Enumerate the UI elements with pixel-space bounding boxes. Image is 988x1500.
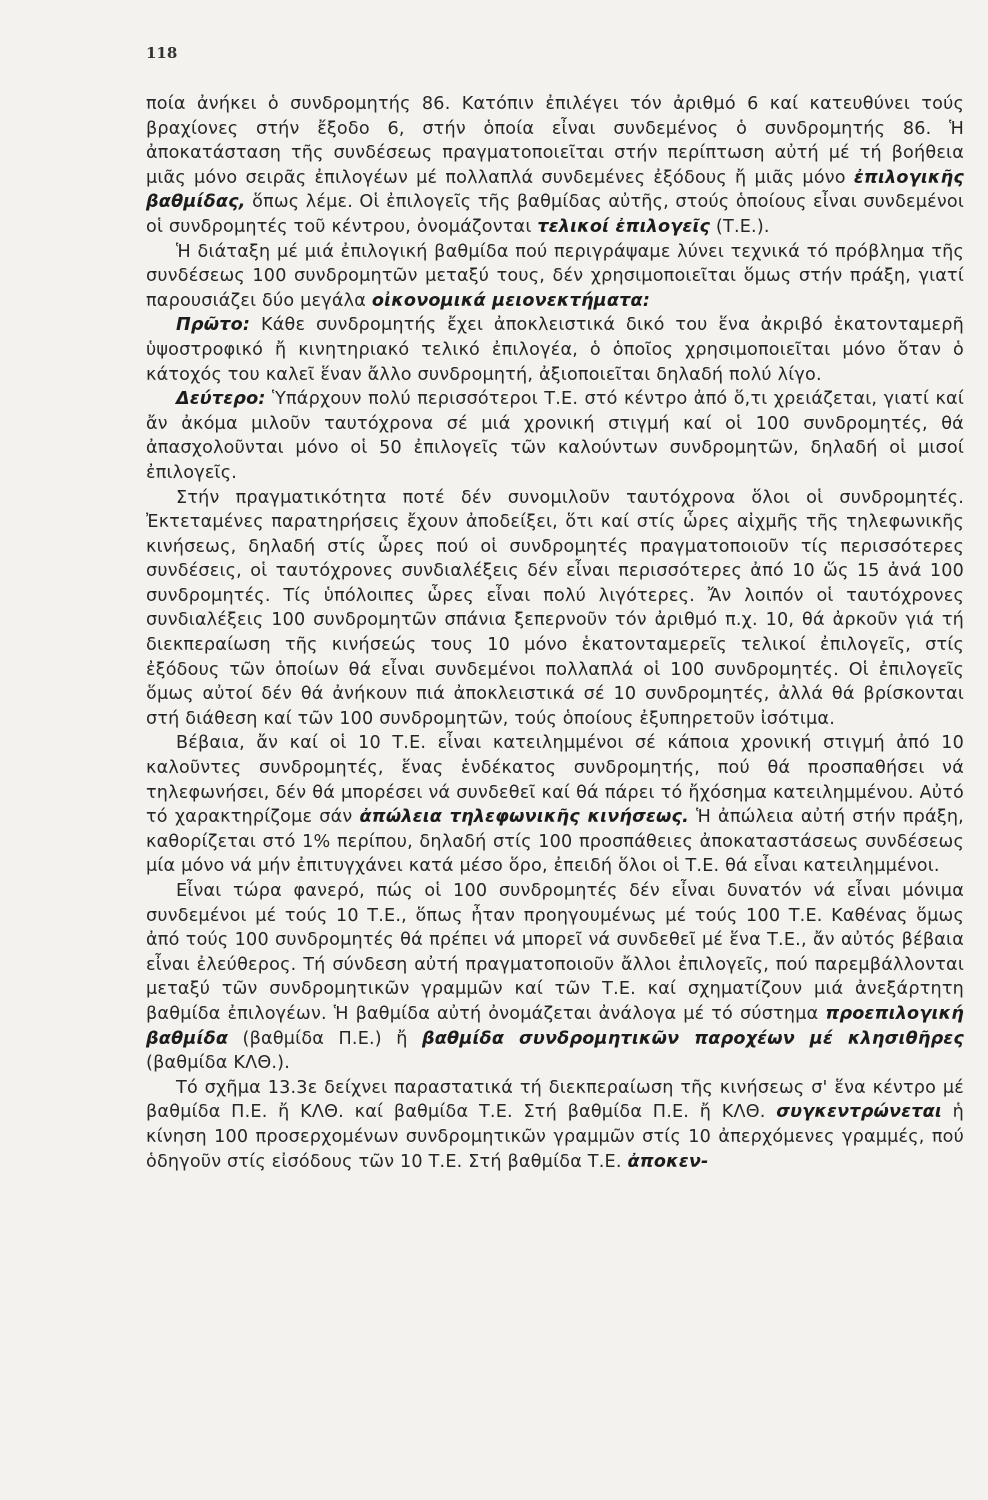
text-run: (βαθμίδα ΚΛΘ.). (146, 1053, 291, 1074)
text-run: Ἡ διάταξη μέ μιά ἐπιλογική βαθμίδα πού περιγράψαμε λύνει τεχνικά τό πρόβλημα τῆς συνδέσεως 100 συνδρομητῶν μεταξύ τους, δέν χρησιμοποιεῖται ὅμως στήν πράξη, γιατί παρουσιάζει δύο μεγάλα (146, 241, 964, 311)
emphasized-term: ἀπώλεια τηλεφωνικῆς κινήσεως. (359, 807, 690, 828)
text-run: (Τ.Ε.). (710, 216, 770, 237)
text-run: Ἡ ἀπώλεια αὐτή στήν πράξη, καθορίζεται στό 1% περίπου, δηλαδή στίς 100 προσπάθειες ἀποκαταστάσεως συνδέσεως μία μόνο νά μήν ἐπιτυγχάνει κατά μέσο ὅρο, ἐπειδή ὅλοι οἱ Τ.Ε. θά εἶναι κατειλημμένοι. (146, 807, 964, 877)
page-number: 118 (146, 44, 178, 62)
body-text (146, 92, 964, 1174)
text-run: Βέβαια, ἄν καί οἱ 10 Τ.Ε. εἶναι κατειλημμένοι σέ κάποια χρονική στιγμή ἀπό 10 καλοῦντες συνδρομητές, ἕνας ἑνδέκατος συνδρομητής, πού θά προσπαθήσει νά τηλεφωνήσει, δέν θά μπορέσει νά συνδεθεῖ καί θά πάρει τό ἤχόσημα κατειλημμένου. Αὐτό τό χαρακτηρίζομε σάν (146, 733, 964, 828)
text-run: Εἶναι τώρα φανερό, πώς οἱ 100 συνδρομητές δέν εἶναι δυνατόν νά εἶναι μόνιμα συνδεμένοι μέ τούς 10 Τ.Ε., ὅπως ἦταν προηγουμένως μέ τούς 100 Τ.Ε. Καθένας ὅμως ἀπό τούς 100 συνδρομητές θά πρέπει νά μπορεῖ νά συνδεθεῖ μέ ἕνα Τ.Ε., ἄν αὐτός βέβαια εἶναι ἐλεύθερος. Τή σύνδεση αὐτή πραγματοποιοῦν ἄλλοι ἐπιλογεῖς, πού παρεμβάλλονται μεταξύ τῶν συνδρομητικῶν γραμμῶν καί τῶν Τ.Ε. καί σχηματίζουν μιά ἀνεξάρτητη βαθμίδα ἐπιλογέων. Ἡ βαθμίδα αὐτή ὀνομάζεται ἀνάλογα μέ τό σύστημα (146, 881, 964, 1024)
emphasized-term: προεπιλογική βαθμίδα (146, 1003, 964, 1049)
paragraph (146, 313, 964, 387)
text-run: Κάθε συνδρομητής ἔχει ἀποκλειστικά δικό του ἕνα ἀκριβό ἑκατονταμερῆ ὑψοστροφικό ἤ κινητηριακό τελικό ἐπιλογέα, ὁ ὁποῖος χρησιμοποιεῖται μόνο ὅταν ὁ κάτοχός του καλεῖ ἕναν ἄλλο συνδρομητή, ἀξιοποιεῖται δηλαδή πολύ λίγο. (146, 315, 964, 385)
paragraph (146, 879, 964, 1076)
emphasized-term: οἰκονομικά μειονεκτήματα: (371, 290, 651, 311)
text-run: ὅπως λέμε. Οἱ ἐπιλογεῖς τῆς βαθμίδας αὐτῆς, στούς ὁποίους εἶναι συνδεμένοι οἱ συνδρομητές τοῦ κέντρου, ὀνομάζονται (146, 192, 964, 237)
paragraph (146, 486, 964, 732)
paragraph (146, 240, 964, 314)
text-run: ποία ἀνήκει ὁ συνδρομητής 86. Κατόπιν ἐπιλέγει τόν ἀριθμό 6 καί κατευθύνει τούς βραχίονες στήν ἔξοδο 6, στήν ὁποία εἶναι συνδεμένος ὁ συνδρομητής 86. Ἡ ἀποκατάσταση τῆς συνδέσεως πραγματοποιεῖται στήν περίπτωση αὐτή μέ τή βοήθεια μιᾶς μόνο σειρᾶς ἐπιλογέων μέ πολλαπλά συνδεμένες ἐξόδους ἤ μιᾶς μόνο (146, 94, 964, 188)
text-run: (βαθμίδα Π.Ε.) ἤ (228, 1028, 422, 1049)
paragraph (146, 92, 964, 240)
text-run: Τό σχῆμα 13.3ε δείχνει παραστατικά τή διεκπεραίωση τῆς κινήσεως σ' ἕνα κέντρο μέ βαθμίδα Π.Ε. ἤ ΚΛΘ. καί βαθμίδα Τ.Ε. Στή βαθμίδα Π.Ε. ἤ ΚΛΘ. (146, 1077, 964, 1123)
emphasized-term: ἐπιλογικῆς βαθμίδας, (146, 167, 964, 213)
emphasized-term: Δεύτερο: (176, 389, 266, 410)
paragraph (146, 387, 964, 485)
emphasized-term: συγκεντρώνεται (776, 1102, 942, 1123)
emphasized-term: ἀποκεν- (627, 1151, 709, 1172)
emphasized-term: τελικοί ἐπιλογεῖς (537, 216, 711, 237)
paragraph (146, 1076, 964, 1174)
text-run: Στήν πραγματικότητα ποτέ δέν συνομιλοῦν ταυτόχρονα ὅλοι οἱ συνδρομητές. Ἐκτεταμένες παρατηρήσεις ἔχουν ἀποδείξει, ὅτι καί στίς ὧρες αἰχμῆς τῆς τηλεφωνικῆς κινήσεως, δηλαδή στίς ὧρες πού οἱ συνδρομητές πραγματοποιοῦν τίς περισσότερες συνδέσεις, οἱ ταυτόχρονες συνδιαλέξεις δέν εἶναι περισσότερες ἀπό 10 ὥς 15 ἀνά 100 συνδρομητές. Τίς ὑπόλοιπες ὧρες εἶναι πολύ λιγότερες. Ἄν λοιπόν οἱ ταυτόχρονες συνδιαλέξεις 100 συνδρομητῶν σπάνια ξεπερνοῦν τόν ἀριθμό π.χ. 10, θά ἀρκοῦν γιά τή διεκπεραίωση τῆς κινήσεώς τους 10 μόνο ἑκατονταμερεῖς τελικοί ἐπιλογεῖς, στίς ἐξόδους τῶν ὁποίων θά εἶναι συνδεμένοι πολλαπλά οἱ 100 συνδρομητές. Οἱ ἐπιλογεῖς ὅμως αὐτοί δέν θά ἀνήκουν πιά ἀποκλειστικά σέ 10 συνδρομητές, ἀλλά θά βρίσκονται στή διάθεση καί τῶν 100 συνδρομητῶν, τούς ὁποίους ἐξυπηρετοῦν ἰσότιμα. (146, 487, 964, 729)
text-run: ἡ κίνηση 100 προσερχομένων συνδρομητικῶν γραμμῶν στίς 10 ἀπερχόμενες γραμμές, πού ὁδηγοῦν στίς εἰσόδους τῶν 10 Τ.Ε. Στή βαθμίδα Τ.Ε. (146, 1102, 964, 1172)
emphasized-term: βαθμίδα συνδρομητικῶν παροχέων μέ κλησιθῆρες (421, 1028, 964, 1049)
text-run: Ὑπάρχουν πολύ περισσότεροι Τ.Ε. στό κέντρο ἀπό ὅ,τι χρειάζεται, γιατί καί ἄν ἀκόμα μιλοῦν ταυτόχρονα σέ μιά χρονική στιγμή καί οἱ 100 συνδρομητές, θά ἀπασχολοῦνται μόνο οἱ 50 ἐπιλογεῖς τῶν καλούντων συνδρομητῶν, δηλαδή οἱ μισοί ἐπιλογεῖς. (146, 389, 964, 483)
paragraph (146, 731, 964, 879)
emphasized-term: Πρῶτο: (176, 315, 251, 336)
